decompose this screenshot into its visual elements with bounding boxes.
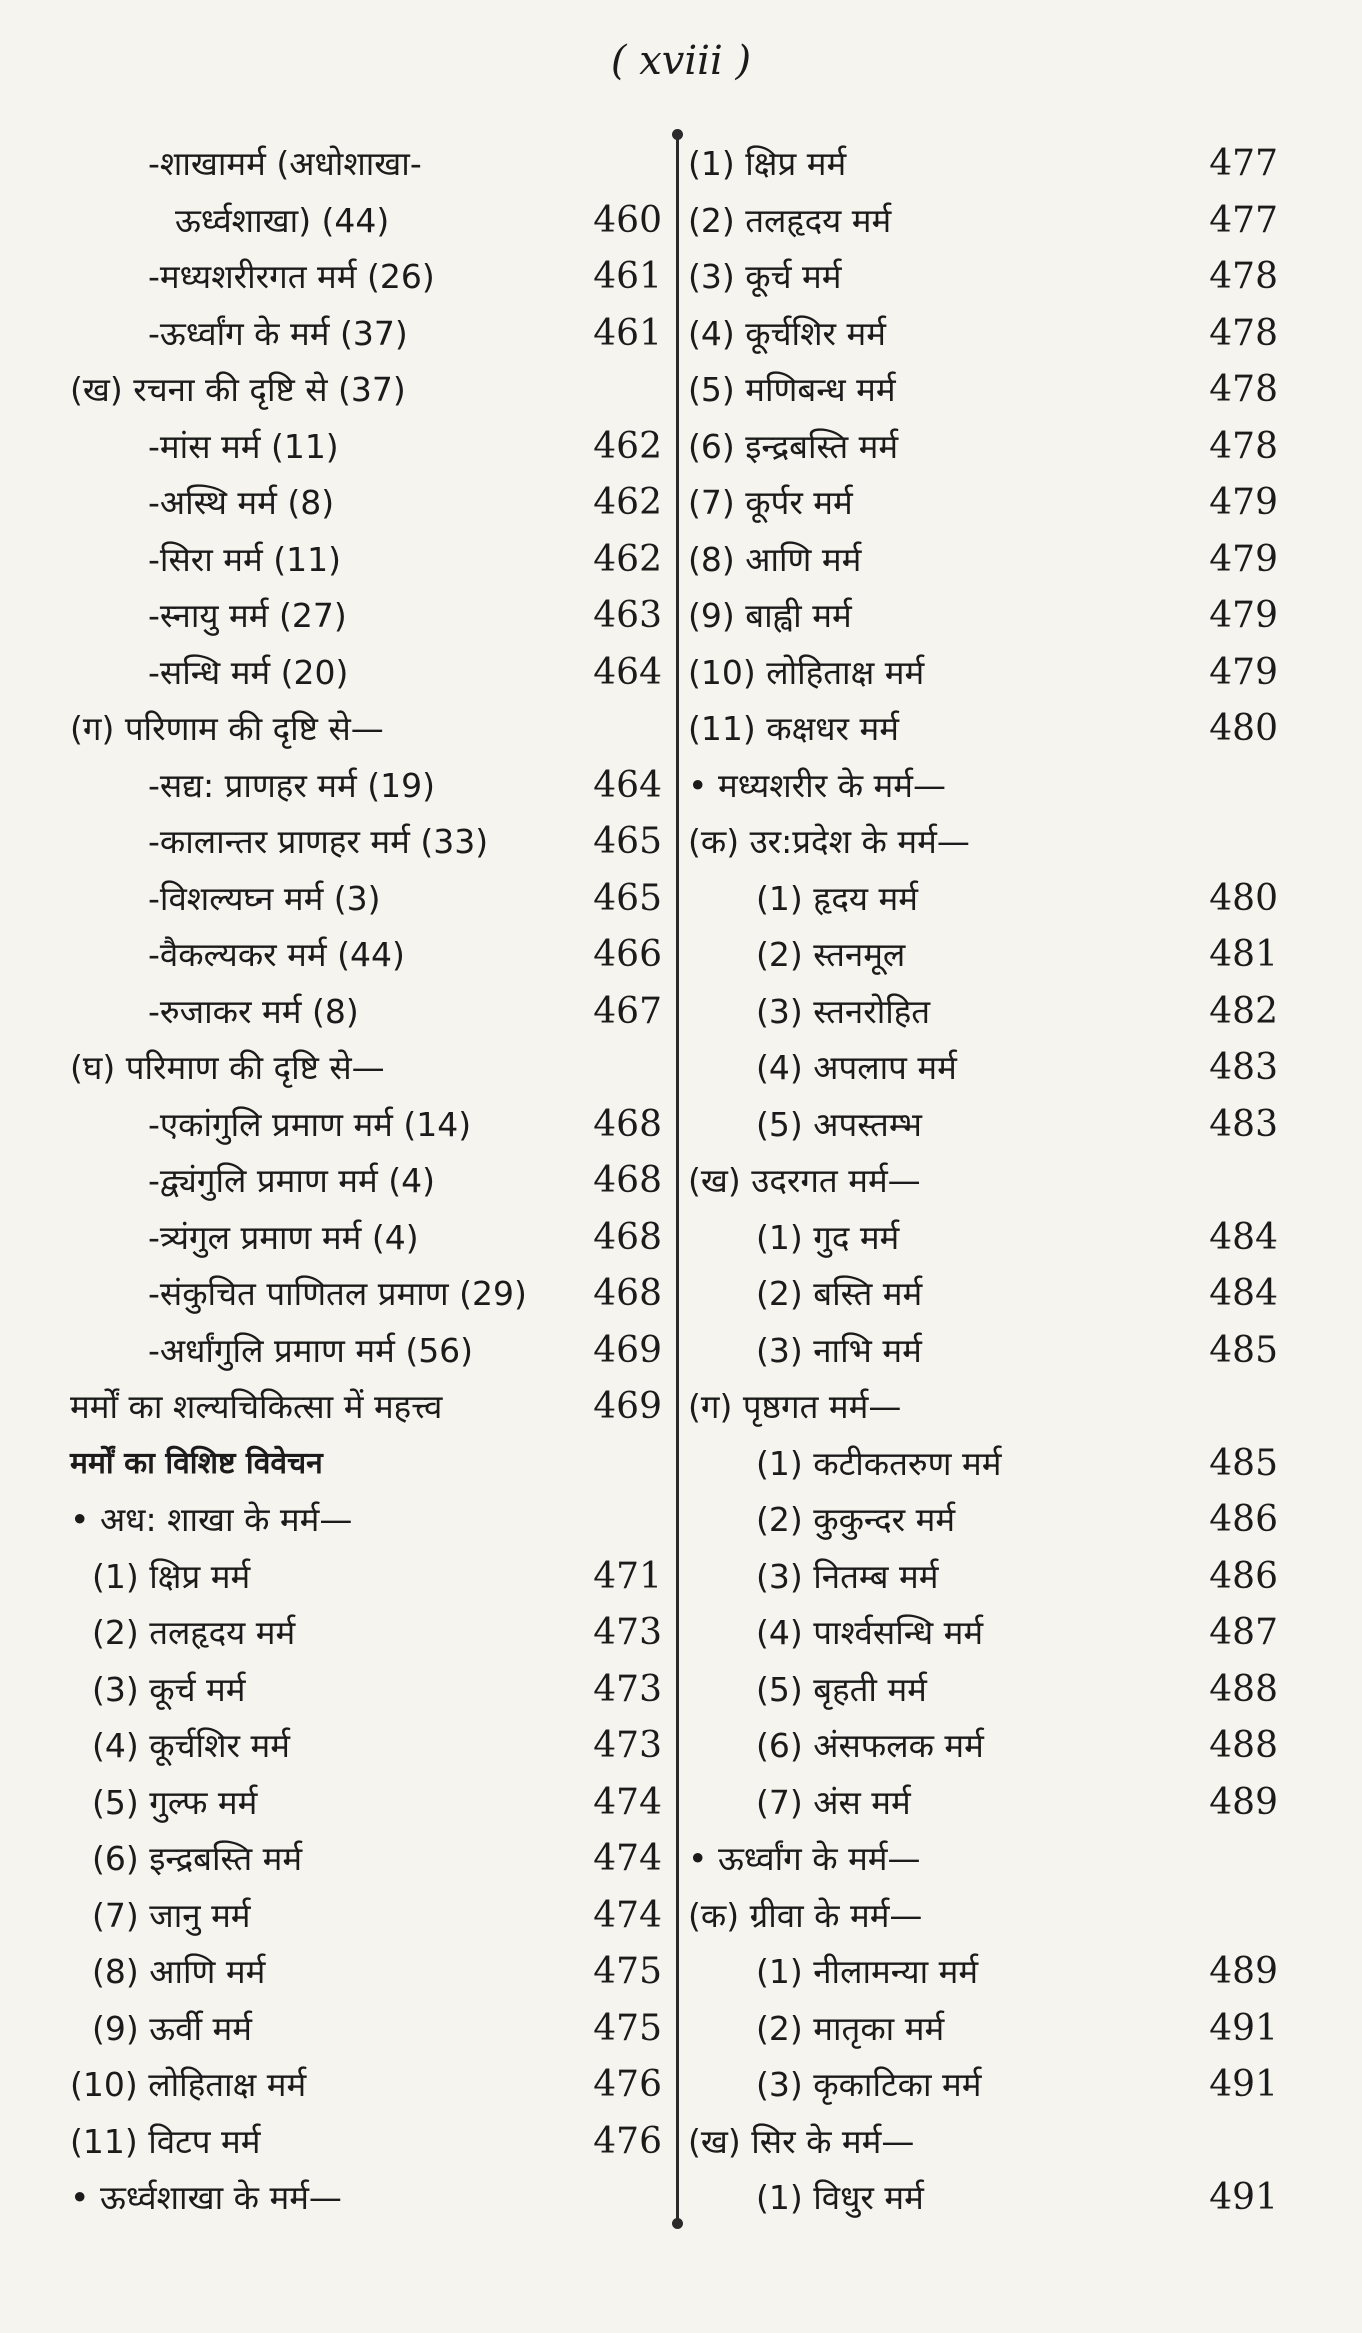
toc-entry-title: -सद्य: प्राणहर मर्म (19) (148, 765, 436, 805)
toc-entry (70, 1097, 662, 1154)
toc-entry-title: (6) इन्द्रबस्ति मर्म (92, 1839, 303, 1878)
toc-entry-title: (4) कूर्चशिर मर्म (688, 313, 886, 353)
toc-entry-page: 491 (1209, 2177, 1278, 2218)
toc-entry-title: (1) कटीकतरुण मर्म (756, 1443, 1002, 1483)
toc-entry (70, 1492, 662, 1549)
toc-entry-title: (1) नीलामन्या मर्म (756, 1952, 979, 1991)
divider-bottom-dot (672, 2218, 683, 2229)
toc-entry-page: 479 (1209, 651, 1278, 693)
toc-entry (70, 475, 662, 532)
toc-entry-title: -शाखामर्म (अधोशाखा- (148, 144, 422, 183)
toc-entry (688, 2057, 1278, 2114)
toc-entry (688, 1605, 1278, 1662)
toc-entry-title: (ख) रचना की दृष्टि से (37) (70, 370, 406, 409)
toc-entry-title: (3) कृकाटिका मर्म (756, 2065, 982, 2104)
toc-entry-page: 489 (1209, 1951, 1278, 1992)
toc-entry-page: 475 (593, 2007, 662, 2049)
toc-entry (70, 306, 662, 363)
toc-entry-title: (9) ऊर्वी मर्म (92, 2008, 252, 2048)
toc-entry-page: 474 (593, 1781, 662, 1823)
toc-entry-title: (1) गुद मर्म (756, 1217, 900, 1257)
toc-entry-title: (3) नितम्ब मर्म (756, 1556, 939, 1596)
toc-entry-title: • मध्यशरीर के मर्म— (688, 765, 947, 805)
toc-entry (688, 1944, 1278, 2001)
toc-entry-title: (3) कूर्च मर्म (92, 1669, 246, 1709)
toc-entry (688, 1831, 1278, 1888)
toc-entry (688, 362, 1278, 419)
toc-entry-page: 473 (593, 1668, 662, 1710)
toc-entry-page: 462 (593, 425, 662, 467)
toc-entry (688, 1210, 1278, 1267)
toc-entry-title: • ऊर्ध्वांग के मर्म— (688, 1839, 921, 1878)
toc-entry-page: 491 (1209, 2007, 1278, 2049)
toc-entry-title: -सन्धि मर्म (20) (148, 652, 349, 692)
toc-entry-title: (ग) पृष्ठगत मर्म— (688, 1387, 902, 1426)
toc-entry-title: -वैकल्यकर मर्म (44) (148, 935, 405, 974)
toc-entry (70, 1662, 662, 1719)
toc-entry (688, 1153, 1278, 1210)
toc-entry-title: (2) मातृका मर्म (756, 2008, 945, 2048)
toc-entry-title: (11) कक्षधर मर्म (688, 709, 899, 748)
toc-entry (70, 1040, 662, 1097)
toc-entry-page: 463 (593, 595, 662, 636)
toc-entry-title: -विशल्यघ्न मर्म (3) (148, 878, 381, 918)
toc-entry-title: -ऊर्ध्वांग के मर्म (37) (148, 313, 408, 353)
toc-entry-title: (7) अंस मर्म (756, 1782, 911, 1822)
toc-entry-title: -अस्थि मर्म (8) (148, 483, 335, 522)
toc-entry (70, 1153, 662, 1210)
toc-entry-page: 479 (1209, 482, 1278, 523)
toc-entry (70, 2001, 662, 2058)
toc-entry-title: (5) बृहती मर्म (756, 1669, 927, 1709)
toc-entry-page: 485 (1209, 1329, 1278, 1371)
toc-entry (688, 1775, 1278, 1832)
toc-entry (70, 249, 662, 306)
toc-entry-page: 486 (1209, 1499, 1278, 1540)
toc-entry-title: (ग) परिणाम की दृष्टि से— (70, 709, 384, 748)
toc-entry (688, 2114, 1278, 2171)
toc-entry (688, 758, 1278, 815)
toc-entry-page: 488 (1209, 1725, 1278, 1766)
toc-entry-page: 462 (593, 538, 662, 580)
toc-entry (688, 701, 1278, 758)
toc-entry (70, 136, 662, 193)
toc-entry (70, 927, 662, 984)
toc-entry-title: (1) हृदय मर्म (756, 878, 919, 918)
toc-entry (70, 984, 662, 1041)
toc-entry-title: (क) ग्रीवा के मर्म— (688, 1895, 923, 1935)
toc-entry (70, 2170, 662, 2227)
toc-entry (70, 1266, 662, 1323)
toc-entry-page: 482 (1209, 990, 1278, 1032)
toc-entry (688, 1549, 1278, 1606)
toc-entry (688, 1718, 1278, 1775)
toc-entry-page: 474 (593, 1838, 662, 1879)
toc-entry-page: 468 (593, 1273, 662, 1314)
toc-entry-title: (2) तलहृदय मर्म (688, 200, 892, 240)
toc-entry-title: (2) बस्ति मर्म (756, 1274, 923, 1313)
toc-entry-title: (9) बाह्वी मर्म (688, 596, 852, 635)
toc-entry-title: -सिरा मर्म (11) (148, 539, 341, 579)
toc-entry-page: 488 (1209, 1668, 1278, 1710)
toc-entry-page: 483 (1209, 1103, 1278, 1145)
toc-entry-page: 460 (593, 199, 662, 241)
toc-entry (70, 362, 662, 419)
toc-entry (688, 814, 1278, 871)
toc-entry (70, 871, 662, 928)
toc-entry (70, 1718, 662, 1775)
toc-entry (70, 645, 662, 702)
toc-entry-title: (2) स्तनमूल (756, 935, 906, 974)
toc-entry (688, 1662, 1278, 1719)
toc-entry-page: 481 (1209, 934, 1278, 975)
toc-entry-page: 462 (593, 482, 662, 523)
toc-entry (70, 2057, 662, 2114)
toc-entry-page: 469 (593, 1329, 662, 1371)
toc-entry-page: 473 (593, 1725, 662, 1766)
toc-entry-title: मर्मों का विशिष्ट विवेचन (70, 1445, 323, 1481)
toc-entry (688, 1492, 1278, 1549)
toc-entry-title: -स्नायु मर्म (27) (148, 596, 347, 635)
toc-entry (688, 1436, 1278, 1493)
toc-entry (688, 1888, 1278, 1945)
toc-entry-page: 479 (1209, 538, 1278, 580)
toc-entry-page: 476 (593, 2064, 662, 2105)
toc-entry-page: 491 (1209, 2064, 1278, 2105)
toc-entry (688, 419, 1278, 476)
toc-entry-title: • अध: शाखा के मर्म— (70, 1500, 353, 1539)
toc-entry-page: 465 (593, 821, 662, 862)
toc-entry (688, 2001, 1278, 2058)
toc-entry (688, 871, 1278, 928)
divider-top-dot (672, 129, 683, 140)
toc-entry-title: (ख) सिर के मर्म— (688, 2121, 915, 2161)
toc-entry-page: 478 (1209, 256, 1278, 297)
toc-entry-page: 471 (593, 1555, 662, 1597)
toc-entry (70, 1210, 662, 1267)
toc-entry (688, 1379, 1278, 1436)
toc-entry (688, 1323, 1278, 1380)
toc-entry-page: 466 (593, 934, 662, 975)
toc-entry (70, 1323, 662, 1380)
toc-entry (688, 475, 1278, 532)
toc-entry-page: 485 (1209, 1442, 1278, 1484)
toc-entry (688, 1266, 1278, 1323)
page-number: ( xviii ) (610, 38, 752, 84)
toc-entry-page: 487 (1209, 1612, 1278, 1653)
toc-entry (688, 588, 1278, 645)
toc-entry-title: मर्मों का शल्यचिकित्सा में महत्त्व (70, 1387, 443, 1426)
toc-entry (70, 193, 662, 250)
toc-entry (70, 1549, 662, 1606)
toc-entry-title: (3) स्तनरोहित (756, 991, 931, 1031)
toc-entry-title: (6) इन्द्रबस्ति मर्म (688, 426, 899, 466)
toc-entry (70, 1944, 662, 2001)
toc-entry (688, 2170, 1278, 2227)
toc-entry-title: (2) कुकुन्दर मर्म (756, 1500, 956, 1539)
toc-entry-title: (4) पार्श्वसन्धि मर्म (756, 1613, 984, 1652)
toc-entry-page: 468 (593, 1103, 662, 1145)
toc-entry-page: 483 (1209, 1047, 1278, 1088)
toc-entry (70, 1888, 662, 1945)
toc-entry-page: 477 (1209, 143, 1278, 184)
toc-entry-title: (8) आणि मर्म (92, 1952, 266, 1991)
toc-entry-page: 469 (593, 1386, 662, 1427)
toc-entry-page: 464 (593, 651, 662, 693)
toc-entry-page: 461 (593, 256, 662, 297)
toc-entry-title: (10) लोहिताक्ष मर्म (70, 2065, 307, 2104)
toc-left-column (70, 136, 662, 2227)
toc-entry-title: -त्र्यंगुल प्रमाण मर्म (4) (148, 1217, 419, 1257)
toc-entry-title: (1) क्षिप्र मर्म (92, 1556, 251, 1596)
toc-entry-title: • ऊर्ध्वशाखा के मर्म— (70, 2178, 342, 2217)
toc-entry-page: 486 (1209, 1555, 1278, 1597)
toc-entry (70, 814, 662, 871)
toc-entry (70, 1436, 662, 1493)
column-divider (676, 134, 679, 2224)
toc-entry-title: -रुजाकर मर्म (8) (148, 991, 359, 1031)
toc-entry (70, 532, 662, 589)
toc-entry-page: 480 (1209, 708, 1278, 749)
toc-entry-title: (4) अपलाप मर्म (756, 1048, 957, 1087)
toc-entry (688, 532, 1278, 589)
toc-entry-title: -कालान्तर प्राणहर मर्म (33) (148, 822, 489, 861)
toc-entry-page: 474 (593, 1894, 662, 1936)
toc-entry-page: 467 (593, 990, 662, 1032)
toc-entry (688, 645, 1278, 702)
toc-entry (70, 758, 662, 815)
toc-entry-page: 479 (1209, 595, 1278, 636)
toc-entry-title: (6) अंसफलक मर्म (756, 1726, 984, 1765)
toc-entry (70, 1831, 662, 1888)
toc-entry (70, 588, 662, 645)
toc-entry-title: (क) उर:प्रदेश के मर्म— (688, 822, 970, 861)
toc-entry-title: (घ) परिमाण की दृष्टि से— (70, 1048, 385, 1087)
toc-entry-page: 475 (593, 1951, 662, 1992)
toc-entry-title: (8) आणि मर्म (688, 539, 862, 579)
toc-entry (70, 1775, 662, 1832)
toc-entry (70, 701, 662, 758)
toc-entry-title: -एकांगुलि प्रमाण मर्म (14) (148, 1104, 472, 1144)
toc-right-column (688, 136, 1278, 2227)
toc-entry-title: (7) जानु मर्म (92, 1895, 251, 1935)
toc-entry-title: (1) क्षिप्र मर्म (688, 144, 847, 183)
toc-entry-page: 478 (1209, 425, 1278, 467)
toc-entry-title: -मांस मर्म (11) (148, 426, 339, 466)
toc-entry-title: -अर्धांगुलि प्रमाण मर्म (56) (148, 1330, 474, 1370)
toc-entry (688, 306, 1278, 363)
toc-entry-page: 480 (1209, 877, 1278, 919)
toc-entry-title: (ख) उदरगत मर्म— (688, 1161, 921, 1200)
toc-entry-page: 477 (1209, 199, 1278, 241)
toc-entry (70, 2114, 662, 2171)
toc-entry-title: (7) कूर्पर मर्म (688, 483, 853, 522)
toc-entry (688, 136, 1278, 193)
toc-entry-page: 489 (1209, 1781, 1278, 1823)
toc-entry-page: 478 (1209, 369, 1278, 410)
toc-entry-title: (4) कूर्चशिर मर्म (92, 1726, 290, 1765)
toc-entry-title: (11) विटप मर्म (70, 2121, 261, 2161)
toc-entry-page: 465 (593, 877, 662, 919)
toc-entry-page: 478 (1209, 312, 1278, 354)
toc-entry (688, 1040, 1278, 1097)
toc-entry-page: 484 (1209, 1273, 1278, 1314)
toc-entry (70, 419, 662, 476)
toc-entry (688, 249, 1278, 306)
toc-entry-title: -द्व्यंगुलि प्रमाण मर्म (4) (148, 1161, 435, 1200)
toc-entry-title: (10) लोहिताक्ष मर्म (688, 652, 925, 692)
toc-entry-page: 484 (1209, 1216, 1278, 1258)
toc-entry-title: (3) कूर्च मर्म (688, 257, 842, 296)
toc-entry-page: 464 (593, 764, 662, 806)
toc-entry-title: -संकुचित पाणितल प्रमाण (29) (148, 1274, 527, 1313)
toc-entry-page: 476 (593, 2120, 662, 2162)
toc-entry (70, 1605, 662, 1662)
toc-entry-title: (1) विधुर मर्म (756, 2178, 924, 2217)
toc-entry (688, 927, 1278, 984)
toc-entry (70, 1379, 662, 1436)
toc-entry (688, 1097, 1278, 1154)
toc-entry-title: ऊर्ध्वशाखा) (44) (175, 200, 390, 240)
toc-entry (688, 984, 1278, 1041)
toc-entry-page: 468 (593, 1216, 662, 1258)
toc-entry-page: 461 (593, 312, 662, 354)
toc-entry-title: (5) अपस्तम्भ (756, 1104, 922, 1144)
toc-entry-title: -मध्यशरीरगत मर्म (26) (148, 257, 435, 296)
toc-entry-title: (3) नाभि मर्म (756, 1330, 922, 1370)
toc-entry-title: (5) गुल्फ मर्म (92, 1782, 258, 1822)
toc-entry (688, 193, 1278, 250)
toc-entry-title: (2) तलहृदय मर्म (92, 1613, 296, 1652)
toc-entry-page: 468 (593, 1160, 662, 1201)
toc-entry-title: (5) मणिबन्ध मर्म (688, 370, 896, 409)
toc-entry-page: 473 (593, 1612, 662, 1653)
